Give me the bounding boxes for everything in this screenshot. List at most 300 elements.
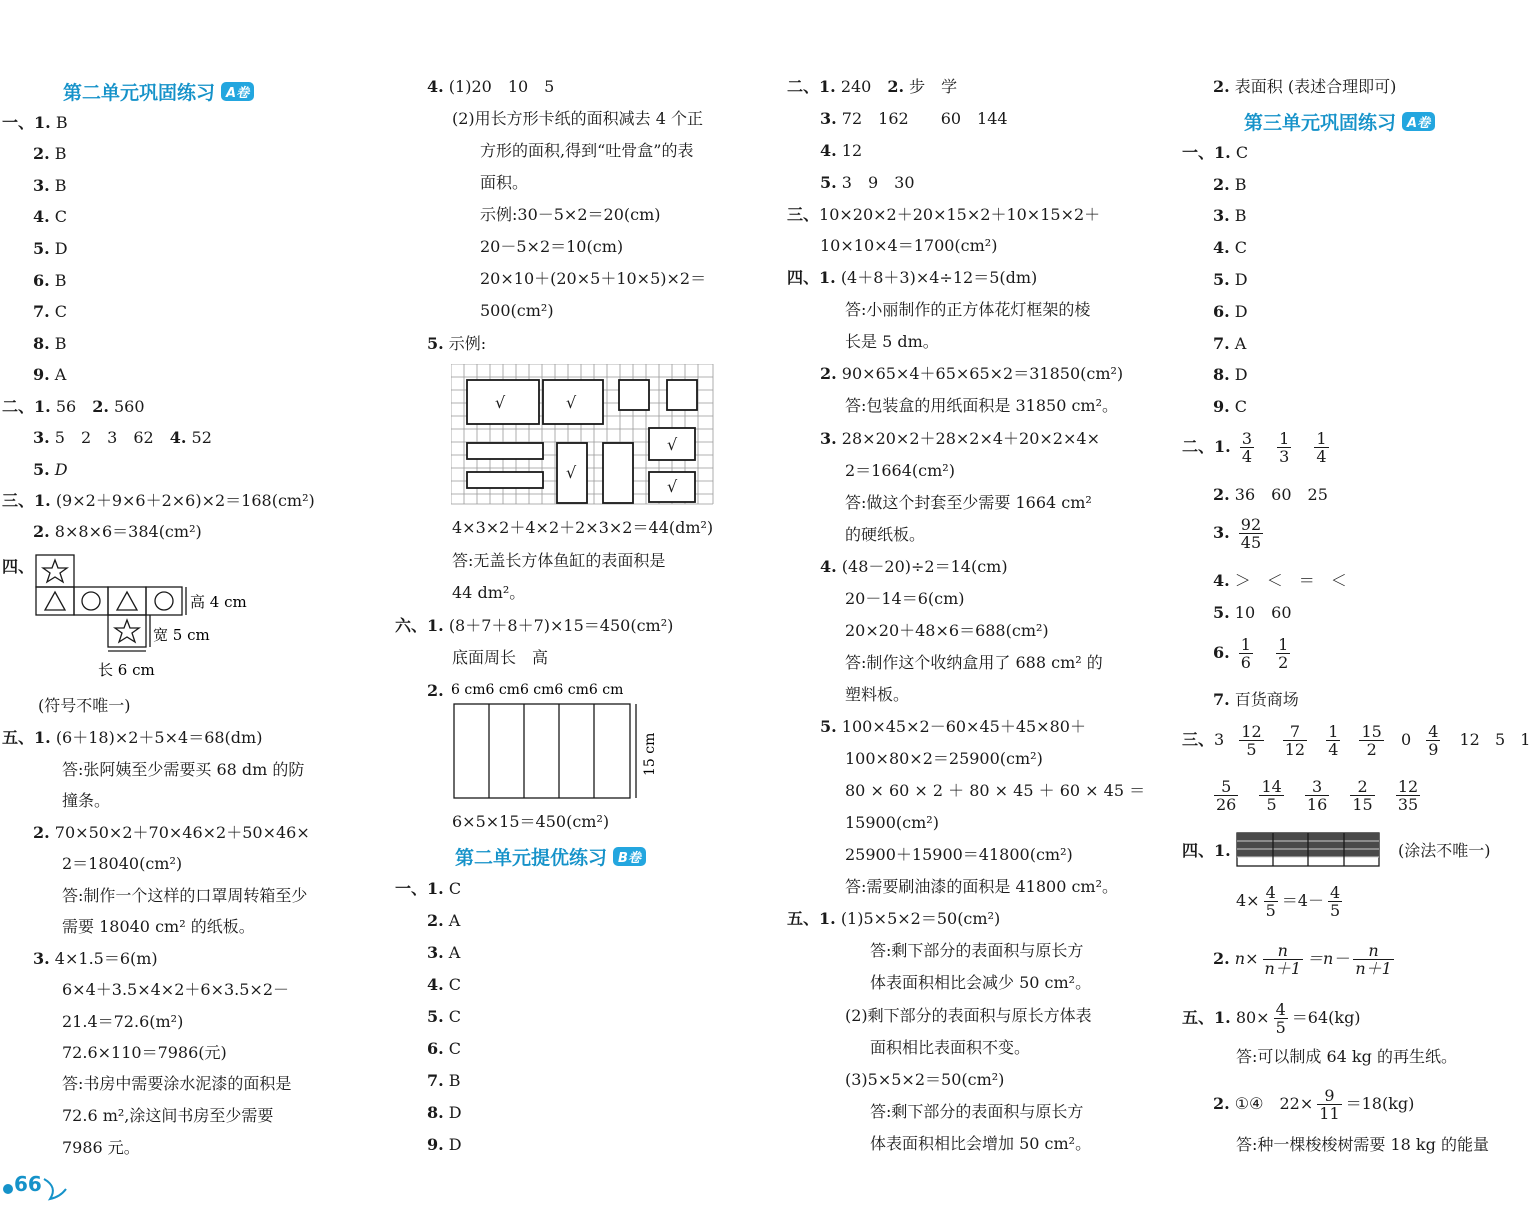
fraction (1314, 430, 1328, 465)
answer-line (1213, 364, 1248, 386)
answer-line (33, 238, 68, 260)
fraction (1276, 636, 1290, 671)
answer: 56 (55, 397, 77, 416)
answer-line (820, 172, 915, 194)
answer-line (1213, 174, 1247, 196)
numerator: n (1263, 942, 1304, 960)
answer-line: 20×10＋(20×5＋10×5)×2＝ (480, 269, 707, 288)
question-number: 三、 (787, 205, 820, 224)
question-number: 2. (427, 911, 444, 930)
question-number: 5. (427, 334, 444, 353)
answer-line (427, 76, 554, 98)
question-number: 3. (33, 428, 50, 447)
answer: 0 (1400, 730, 1412, 749)
answer-line (427, 1070, 461, 1092)
answer: 90×65×4＋65×65×2＝31850(cm²) (841, 364, 1124, 383)
check-mark: √ (566, 463, 577, 482)
numerator: 4 (1428, 722, 1439, 741)
answer-line (787, 76, 957, 98)
question-number: 三、1. (2, 491, 51, 510)
answer-line: 答:做这个封套至少需要 1664 cm² (845, 493, 1092, 512)
question-number: 四、1. (1182, 841, 1231, 860)
answer: C (448, 975, 462, 994)
answer-line (2, 727, 262, 749)
question-number: 4. (820, 557, 837, 576)
answer-line: 答:书房中需要涂水泥漆的面积是 (62, 1074, 292, 1093)
question-number: 5. (820, 173, 837, 192)
answer: B (54, 176, 67, 195)
numerator: 4 (1275, 1000, 1286, 1019)
answer-line (427, 974, 461, 996)
unit2-advanced-header (455, 843, 646, 870)
answer: 560 (113, 397, 145, 416)
numerator: 5 (1214, 778, 1238, 796)
question-number: 一、1. (1182, 143, 1231, 162)
answer-line (1213, 269, 1248, 291)
answer-line (33, 427, 212, 449)
answer: ＝n－ (1307, 949, 1350, 968)
question-number: 8. (427, 1103, 444, 1122)
question-number: 2. (92, 397, 109, 416)
answer: 100×45×2－60×45＋45×80＋ (841, 717, 1086, 736)
net-face (74, 587, 108, 615)
numerator: 1 (1240, 635, 1251, 654)
question-number: 2. (1213, 175, 1230, 194)
answer-line (33, 822, 310, 844)
answer-line (33, 333, 67, 355)
denominator: 5 (1246, 740, 1257, 759)
question-number: 五、1. (2, 728, 51, 747)
answer-line (820, 108, 1008, 130)
net-height-label: 高 4 cm (190, 593, 247, 611)
answer-line: 长是 5 dm。 (845, 332, 939, 351)
fraction (1328, 884, 1342, 919)
check-mark: √ (667, 477, 678, 496)
answer-line: 需要 18040 cm² 的纸板。 (62, 917, 255, 936)
answer-line (787, 908, 1000, 930)
answer: (1)5×5×2＝50(cm²) (840, 909, 1001, 928)
fraction (1359, 723, 1383, 758)
answer: D (54, 239, 68, 258)
answer: C (448, 1039, 462, 1058)
answer-line (1213, 689, 1299, 711)
answer-line: 答:种一棵梭梭树需要 18 kg 的能量 (1236, 1135, 1489, 1154)
answer-line: 面积相比表面积不变。 (870, 1038, 1031, 1057)
answer: A (448, 943, 461, 962)
answer-line (1213, 396, 1247, 418)
answer-line (1182, 1001, 1361, 1036)
answer-line: 2＝1664(cm²) (845, 461, 955, 480)
question-number: 3. (1213, 206, 1230, 225)
fraction (1214, 778, 1238, 813)
denominator: 12 (1284, 740, 1306, 759)
question-number: 3. (33, 949, 50, 968)
answer: ＝64(kg) (1291, 1008, 1361, 1027)
answer-line (1182, 142, 1248, 164)
answer-line (787, 267, 1037, 289)
fraction (1350, 778, 1374, 813)
question-number: 6. (1213, 643, 1230, 662)
question-number: 4. (1213, 238, 1230, 257)
header-text: 第二单元巩固练习 (63, 82, 216, 104)
answer-line: 答:剩下部分的表面积与原长方 (870, 1102, 1084, 1121)
fraction (1239, 636, 1253, 671)
net-width-label: 宽 5 cm (153, 626, 210, 644)
answer: C (1234, 238, 1248, 257)
triangle-icon (45, 592, 65, 610)
question-number: 3. (427, 943, 444, 962)
answer: 百货商场 (1234, 690, 1299, 709)
numerator: 92 (1240, 515, 1262, 534)
answer: 10 60 (1234, 603, 1292, 622)
question-number: 6. (33, 271, 50, 290)
answer-line (820, 556, 1008, 578)
answer: C (54, 207, 68, 226)
numerator: 3 (1305, 778, 1329, 796)
check-mark: √ (667, 435, 678, 454)
answer: 72 162 60 144 (841, 109, 1008, 128)
answer-line (1213, 1087, 1414, 1122)
question-number: 4. (1213, 571, 1230, 590)
numerator: 7 (1283, 723, 1307, 741)
answer-line: 100×80×2＝25900(cm²) (845, 749, 1043, 768)
answer-line (1213, 237, 1247, 259)
answer: B (54, 334, 67, 353)
denominator: 16 (1306, 795, 1328, 814)
denominator: 9 (1428, 740, 1439, 759)
answer-line: 答:制作这个收纳盒用了 688 cm² 的 (845, 653, 1103, 672)
answer-line (1213, 301, 1248, 323)
question-number: 9. (33, 365, 50, 384)
answer-line: 答:包装盒的用纸面积是 31850 cm²。 (845, 396, 1119, 415)
question-number: 一、1. (2, 113, 51, 132)
answer: 1 (1520, 730, 1531, 749)
answer-line (1236, 884, 1346, 919)
fraction (1259, 778, 1283, 813)
fraction (1326, 723, 1340, 758)
answer: 10×20×2＋20×15×2＋10×15×2＋ (819, 205, 1101, 224)
answer: D (448, 1135, 462, 1154)
question-number: 2. (33, 823, 50, 842)
answer-line (820, 428, 1100, 450)
answer: ＞ ＜ ＝ ＜ (1234, 571, 1347, 590)
answer: C (448, 1007, 462, 1026)
answer-line: 撞条。 (62, 791, 111, 810)
answer: 52 (191, 428, 212, 447)
answer-line: 塑料板。 (845, 685, 910, 704)
question-number: 7. (33, 302, 50, 321)
numerator: 4 (1329, 883, 1341, 902)
numerator: 1 (1278, 635, 1289, 654)
answer-line (2, 396, 145, 418)
question-number: 5. (33, 460, 50, 479)
answer-line (1213, 76, 1396, 98)
fraction (1239, 723, 1263, 758)
question-number: 4. (33, 207, 50, 226)
answer: 4× (1236, 891, 1260, 910)
question-number: 2. (1213, 77, 1230, 96)
answer-line (33, 206, 67, 228)
question-number: 2. (887, 77, 905, 96)
star-icon (43, 560, 67, 582)
numerator: n (1353, 942, 1394, 960)
answer: D (448, 1103, 462, 1122)
denominator: 3 (1279, 447, 1290, 466)
answer: (6＋18)×2＋5×4＝68(dm) (55, 728, 263, 747)
lateral-rectangle (454, 704, 630, 798)
fraction (1353, 942, 1394, 977)
strip-width-label: 6 cm6 cm6 cm6 cm6 cm (451, 682, 624, 698)
answer: B (1234, 175, 1247, 194)
answer: C (1234, 397, 1248, 416)
denominator: 5 (1266, 795, 1277, 814)
numerator: 3 (1241, 429, 1252, 448)
answer-line: 7986 元。 (62, 1138, 140, 1157)
answer: 36 60 25 (1234, 485, 1328, 504)
denominator: 35 (1397, 795, 1419, 814)
badge-a: A卷 (1402, 112, 1435, 131)
answer-line (427, 1006, 461, 1028)
shaded-bar-diagram (1236, 832, 1381, 868)
answer: 步 学 (909, 77, 958, 96)
answer-line: 4×3×2＋4×2＋2×3×2＝44(dm²) (452, 518, 714, 537)
answer-line (2, 556, 34, 578)
answer-line: 示例:30－5×2＝20(cm) (480, 205, 661, 224)
answer-line: 15900(cm²) (845, 813, 939, 832)
answer-line: 答:可以制成 64 kg 的再生纸。 (1236, 1047, 1457, 1066)
answer-line: 20×20＋48×6＝688(cm²) (845, 621, 1049, 640)
question-number: 6. (427, 1039, 444, 1058)
answer-line (33, 175, 67, 197)
question-number: 5. (1213, 270, 1230, 289)
badge-a: A卷 (221, 82, 254, 101)
answer: ＝18(kg) (1345, 1094, 1415, 1113)
answer-line (1213, 484, 1328, 506)
answer: 3 9 30 (841, 173, 915, 192)
answer: (4＋8＋3)×4÷12＝5(dm) (840, 268, 1038, 287)
numerator: 9 (1317, 1087, 1341, 1105)
grid-piece (467, 443, 543, 459)
answer-line (1213, 516, 1267, 551)
fraction (1283, 723, 1307, 758)
denominator: 11 (1319, 1104, 1340, 1123)
question-number: 四、1. (787, 268, 836, 287)
answer: D (1234, 270, 1248, 289)
answer-line: (2)用长方形卡纸的面积减去 4 个正 (452, 109, 704, 128)
strip-height-label: 15 cm (642, 732, 658, 776)
question-number: 5. (33, 239, 50, 258)
question-number: 二、1. (2, 397, 51, 416)
answer: B (54, 144, 67, 163)
grid-piece (603, 443, 633, 503)
answer-line (820, 363, 1123, 385)
question-number: 3. (33, 176, 50, 195)
answer-line (395, 878, 461, 900)
answer-line (427, 910, 460, 932)
question-number: 2. (1213, 485, 1230, 504)
answer: ①④ 22× (1234, 1094, 1314, 1113)
answer-line (33, 364, 66, 386)
answer-line (33, 270, 67, 292)
denominator: 5 (1265, 901, 1276, 920)
answer-line: 80 × 60 × 2 ＋ 80 × 45 ＋ 60 × 45 ＝ (845, 781, 1146, 800)
unit3-consolidation-header (1244, 108, 1435, 135)
lateral-surface-diagram (448, 680, 663, 808)
question-number: 二、1. (1182, 437, 1231, 456)
question-number: 9. (1213, 397, 1230, 416)
question-number: 3. (820, 109, 837, 128)
answer: 5 (1494, 730, 1506, 749)
question-number: 5. (1213, 603, 1230, 622)
answer-line (2, 112, 68, 134)
answer: A (1234, 334, 1247, 353)
answer: A (448, 911, 461, 930)
answer: 表面积 (表述合理即可) (1234, 77, 1397, 96)
answer-line (33, 143, 67, 165)
question-number: 2. (33, 144, 50, 163)
denominator: n＋1 (1264, 959, 1302, 978)
answer-line (33, 521, 202, 543)
answer-line (1210, 778, 1424, 813)
answer-line: 20－14＝6(cm) (845, 589, 965, 608)
answer-line: 25900＋15900＝41800(cm²) (845, 845, 1073, 864)
answer: D (1234, 365, 1248, 384)
fraction (1239, 516, 1263, 551)
answer-line: 44 dm²。 (452, 583, 526, 602)
answer: D (54, 460, 68, 479)
answer-line (1213, 333, 1246, 355)
question-number: 三、 (1182, 730, 1215, 749)
answer: 240 (840, 77, 872, 96)
fraction (1277, 430, 1291, 465)
answer: 示例: (448, 334, 487, 353)
note-text: (涂法不唯一) (1398, 841, 1491, 860)
answer-line (427, 1038, 461, 1060)
answer-line: 21.4＝72.6(m²) (62, 1012, 184, 1031)
question-number: 3. (1213, 523, 1230, 542)
answer: B (54, 271, 67, 290)
question-number: 6. (1213, 302, 1230, 321)
question-number: 3. (820, 429, 837, 448)
question-number: 7. (1213, 334, 1230, 353)
answer-line: 体表面积相比会减少 50 cm²。 (870, 973, 1092, 992)
answer-line (427, 333, 486, 355)
unit2-consolidation-header (63, 78, 254, 105)
answer-line: 500(cm²) (480, 301, 554, 320)
answer-line (427, 680, 444, 702)
answer: 70×50×2＋70×46×2＋50×46× (54, 823, 310, 842)
fraction (1263, 942, 1304, 977)
grid-piece (467, 472, 543, 488)
answer-line (427, 1134, 462, 1156)
badge-b: B卷 (613, 847, 646, 866)
answer-line (1213, 570, 1347, 592)
answer-line: 10×10×4＝1700(cm²) (820, 236, 998, 255)
answer-line (33, 459, 68, 481)
page-corner-decoration (0, 1175, 70, 1205)
question-number: 7. (427, 1071, 444, 1090)
answer-line: 答:张阿姨至少需要买 68 dm 的防 (62, 760, 305, 779)
answer: C (54, 302, 68, 321)
answer: 5 2 3 62 (54, 428, 154, 447)
answer: (9×2＋9×6＋2×6)×2＝168(cm²) (55, 491, 315, 510)
question-number: 2. (820, 364, 837, 383)
denominator: 4 (1328, 740, 1339, 759)
check-mark: √ (566, 393, 577, 412)
numerator: 14 (1261, 777, 1282, 796)
answer-line: 72.6 m²,涂这间书房至少需要 (62, 1106, 274, 1125)
answer-line (1213, 205, 1247, 227)
answer: B (448, 1071, 461, 1090)
denominator: 6 (1240, 653, 1251, 672)
answer-line (1213, 602, 1292, 624)
answer: (8＋7＋8＋7)×15＝450(cm²) (448, 616, 674, 635)
question-number: 8. (33, 334, 50, 353)
answer: 12 (1459, 730, 1480, 749)
denominator: 2 (1366, 740, 1377, 759)
answer-line (1213, 942, 1398, 977)
denominator: 15 (1352, 795, 1373, 814)
numerator: 15 (1361, 722, 1382, 741)
question-number: 5. (820, 717, 837, 736)
answer-line: 答:需要刷油漆的面积是 41800 cm²。 (845, 877, 1119, 896)
denominator: 45 (1240, 533, 1262, 552)
answer-line (787, 204, 1100, 226)
numerator: 2 (1350, 778, 1374, 796)
question-number: 五、1. (1182, 1008, 1231, 1027)
question-number: 五、1. (787, 909, 836, 928)
answer: (1)20 10 5 (448, 77, 555, 96)
denominator: 5 (1329, 901, 1341, 920)
question-number: 2. (33, 522, 50, 541)
triangle-icon (117, 592, 137, 610)
denominator: 5 (1275, 1018, 1286, 1037)
answer-line (1213, 636, 1294, 671)
answer-line (427, 1102, 462, 1124)
answer-line: 答:无盖长方体鱼缸的表面积是 (452, 551, 666, 570)
answer: B (55, 113, 68, 132)
answer: (48－20)÷2＝14(cm) (841, 557, 1008, 576)
answer: ＝4－ (1281, 891, 1324, 910)
answer-line: 的硬纸板。 (845, 525, 926, 544)
numerator: 1 (1279, 429, 1290, 448)
cut-grid-diagram (451, 364, 715, 506)
circle-icon (82, 592, 100, 610)
header-text: 第二单元提优练习 (455, 847, 608, 869)
question-number: 4. (169, 428, 187, 447)
question-number: 9. (427, 1135, 444, 1154)
page-number: 66 (14, 1172, 42, 1196)
answer-line (1182, 430, 1333, 465)
question-number: 四、 (2, 557, 35, 576)
answer: C (1235, 143, 1249, 162)
grid-piece (667, 380, 697, 410)
answer-line: 2＝18040(cm²) (62, 854, 183, 873)
answer-line: 底面周长 高 (452, 648, 549, 667)
question-number: 4. (427, 975, 444, 994)
question-number: 六、1. (395, 616, 444, 635)
answer-line: 6×4＋3.5×4×2＋6×3.5×2－ (62, 980, 290, 999)
numerator: 1 (1316, 429, 1327, 448)
question-number: 2. (1213, 1094, 1230, 1113)
fraction (1305, 778, 1329, 813)
answer-line: 体表面积相比会增加 50 cm²。 (870, 1134, 1092, 1153)
net-length-label: 长 6 cm (98, 661, 155, 679)
question-number: 7. (1213, 690, 1230, 709)
answer-line: 答:制作一个这样的口罩周转箱至少 (62, 886, 308, 905)
answer-line (820, 140, 862, 162)
answer: C (448, 879, 462, 898)
